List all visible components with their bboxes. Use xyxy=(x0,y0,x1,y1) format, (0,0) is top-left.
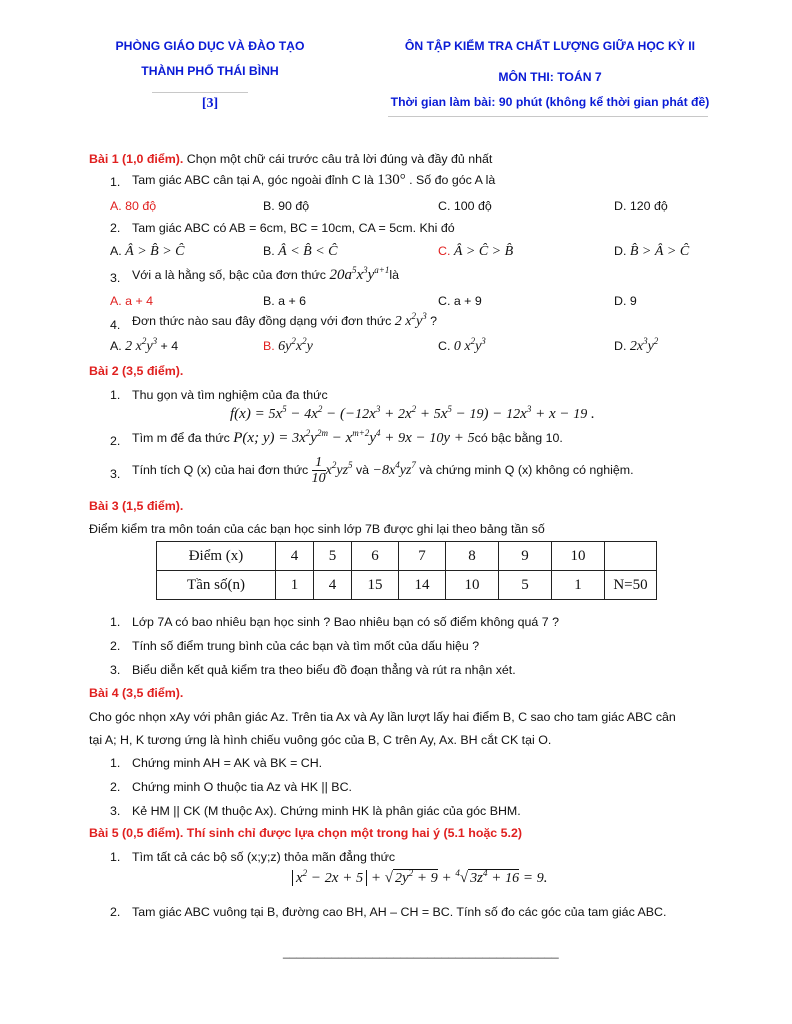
bai3-q3-number: 3. xyxy=(110,663,121,677)
table-row xyxy=(157,542,657,571)
bai4-title: Bài 4 (3,5 điểm). xyxy=(89,686,184,700)
bai1-q4-option-a: A. 2 $x^2y^3 + 4$ xyxy=(110,336,179,354)
table-cell: 10 xyxy=(446,571,499,600)
bai1-q2-a-label: A. xyxy=(110,244,126,258)
department-name: PHÒNG GIÁO DỤC VÀ ĐÀO TẠO xyxy=(115,39,305,53)
bai2-q2-number: 2. xyxy=(110,434,121,448)
bai2-q2-polynomial: P(x; $y) = 3x^2y^{2m} - x^{m+2}y^4 + 9x - 10y + 5$ xyxy=(233,428,475,446)
bai1-q4-c-label: C. xyxy=(438,339,454,353)
bai1-q3-option-a: A. a + 4 xyxy=(110,294,154,308)
table-cell: 7 xyxy=(399,542,446,571)
bai1-q3-text xyxy=(132,267,399,284)
bai1-q3-option-c: C. a + 9 xyxy=(438,294,482,308)
bai4-q3-text: Kẻ HM || CK (M thuộc Ax). Chứng minh HK là phân giác của góc BHM. xyxy=(132,804,521,818)
exam-code: [3] xyxy=(201,96,219,111)
bai1-q1-angle: 130° xyxy=(377,172,406,188)
bai3-intro: Điểm kiểm tra môn toán của các bạn học sinh lớp 7B được ghi lại theo bảng tần số xyxy=(89,522,545,536)
bai5-q2-number: 2. xyxy=(110,905,121,919)
table-cell: 15 xyxy=(352,571,399,600)
table-cell: 10 xyxy=(552,542,605,571)
city-name: THÀNH PHỐ THÁI BÌNH xyxy=(141,64,279,78)
frequency-table xyxy=(156,541,657,600)
bai4-intro-line1: Cho góc nhọn xAy với phân giác Az. Trên tia Ax và Ay lần lượt lấy hai điểm B, C sao cho tam giác ABC cân xyxy=(89,710,676,724)
table-cell: 4 xyxy=(314,571,352,600)
table-cell: N=50 xyxy=(605,571,657,600)
bai1-q2-a-expr: Â > B̂ > Ĉ xyxy=(125,244,185,259)
bai4-q3-number: 3. xyxy=(110,804,121,818)
bai2-q3-text-b: và chứng minh Q (x) không có nghiệm. xyxy=(415,463,634,478)
bai1-q4-a-tail: + 4 xyxy=(157,339,179,353)
table-cell: 4 xyxy=(276,542,314,571)
bai2-q3-monomial-1: $\frac{1}{10}$ $x^2yz^5$ xyxy=(311,455,353,487)
bai1-q2-b-label: B. xyxy=(263,244,279,258)
bai1-q1-option-a: A. 80 độ xyxy=(110,199,157,213)
bai1-instruction: Chọn một chữ cái trước câu trả lời đúng và đầy đủ nhất xyxy=(183,152,493,166)
bai1-q2-c-label: C. xyxy=(438,244,454,258)
bai3-q3-text: Biểu diễn kết quả kiểm tra theo biểu đồ đoạn thẳng và rút ra nhận xét. xyxy=(132,663,516,677)
bai1-q4-number: 4. xyxy=(110,318,121,332)
bai1-q3-option-b: B. a + 6 xyxy=(263,294,307,308)
header-right-rule xyxy=(388,116,708,117)
bai2-q3-text-and: và xyxy=(352,463,373,478)
bai2-title: Bài 2 (3,5 điểm). xyxy=(89,364,184,378)
bai1-q4-d-label: D. xyxy=(614,339,630,353)
bai5-q2-text: Tam giác ABC vuông tại B, đường cao BH, AH – CH = BC. Tính số đo các góc của tam giác ABC. xyxy=(132,905,667,919)
bai1-q2-option-a xyxy=(110,244,185,260)
bai2-q2-text-a: Tìm m để đa thức xyxy=(132,431,234,445)
table-header-cell: Tần số(n) xyxy=(157,571,276,600)
table-cell: 6 xyxy=(352,542,399,571)
bai1-q2-d-expr: B̂ > Â > Ĉ xyxy=(629,244,690,259)
bai1-q3-monomial-coef: 20a xyxy=(329,267,352,283)
bai1-q2-option-d xyxy=(614,244,689,260)
bai1-heading xyxy=(89,152,492,166)
bai3-q1-text: Lớp 7A có bao nhiêu bạn học sinh ? Bao nhiêu bạn có số điểm không quá 7 ? xyxy=(132,615,559,629)
bai1-q2-text: Tam giác ABC có AB = 6cm, BC = 10cm, CA = 5cm. Khi đó xyxy=(132,221,455,235)
bai1-q1-text xyxy=(132,172,495,189)
bai1-q2-number: 2. xyxy=(110,221,121,235)
bai1-q2-option-b xyxy=(263,244,338,260)
bai1-q2-c-expr: Â > Ĉ > B̂ xyxy=(453,244,514,259)
bai2-q3-monomial-2: $-8x^4yz^7$ xyxy=(372,460,416,479)
bai1-q4-text-b: ? xyxy=(426,314,438,328)
bai3-q2-text: Tính số điểm trung bình của các bạn và tìm mốt của dấu hiệu ? xyxy=(132,639,480,653)
bai1-q1-option-c: C. 100 độ xyxy=(438,199,492,213)
table-cell: 8 xyxy=(446,542,499,571)
bai1-q4-monomial: 2 $x^2y^3$ xyxy=(394,311,427,329)
bai3-title: Bài 3 (1,5 điểm). xyxy=(89,499,184,513)
bai5-q1-text: Tìm tất cả các bộ số (x;y;z) thỏa mãn đẳng thức xyxy=(132,850,396,864)
bai2-q1-polynomial: $f(x) = 5x^5 - 4x^2 - (-12x^3 + 2x^2 + 5x^5 - 19) - 12x^3 + x - 19$ . xyxy=(230,404,595,422)
table-cell: 14 xyxy=(399,571,446,600)
bai1-q2-option-c xyxy=(438,244,513,260)
bai1-q4-option-c: C. 0 $x^2y^3$ xyxy=(438,336,486,354)
table-cell: 1 xyxy=(552,571,605,600)
bai4-q2-number: 2. xyxy=(110,780,121,794)
bai1-q1-number: 1. xyxy=(110,175,121,189)
bai2-q1-number: 1. xyxy=(110,388,121,402)
bai1-q2-b-expr: Â < B̂ < Ĉ xyxy=(278,244,338,259)
bai1-q1-option-b: B. 90 độ xyxy=(263,199,310,213)
bai1-q3-text-b: là xyxy=(389,268,400,282)
header-left-rule xyxy=(152,92,248,93)
bai2-q3-text-a: Tính tích Q (x) của hai đơn thức xyxy=(132,463,312,478)
bai1-q3-text-a: Với a là hằng số, bậc của đơn thức xyxy=(132,268,330,282)
bai1-title: Bài 1 (1,0 điểm). xyxy=(89,152,184,166)
bai4-q2-text: Chứng minh O thuộc tia Az và HK || BC. xyxy=(132,780,352,794)
footer-divider: ________________________________________ xyxy=(283,945,559,959)
exam-time: Thời gian làm bài: 90 phút (không kể thời gian phát đề) xyxy=(390,95,710,109)
bai2-q2-text xyxy=(132,430,563,447)
bai1-q4-text xyxy=(132,311,438,330)
bai1-q4-a-label: A. xyxy=(110,339,126,353)
bai1-q4-option-d: D. $2x^3y^2$ xyxy=(614,336,659,354)
bai2-q1-text: Thu gọn và tìm nghiệm của đa thức xyxy=(132,388,328,402)
bai3-q2-number: 2. xyxy=(110,639,121,653)
bai1-q4-text-a: Đơn thức nào sau đây đồng dạng với đơn thức xyxy=(132,314,395,328)
exam-title: ÔN TẬP KIỂM TRA CHẤT LƯỢNG GIỮA HỌC KỲ II xyxy=(404,39,696,53)
table-cell xyxy=(605,542,657,571)
table-cell: 5 xyxy=(499,571,552,600)
bai4-intro-line2: tại A; H, K tương ứng là hình chiếu vuông góc của B, C trên Ay, Ax. BH cắt CK tại O. xyxy=(89,733,552,747)
bai1-q3-monomial: $20a^5x^3y^{a+1}$ xyxy=(329,265,390,283)
bai2-q3-text xyxy=(132,455,634,487)
bai1-q4-option-b: B. $6y^2x^2y$ xyxy=(263,336,313,354)
bai1-q3-option-d: D. 9 xyxy=(614,294,637,308)
bai1-q4-b-label: B. xyxy=(263,339,279,353)
bai4-q1-number: 1. xyxy=(110,756,121,770)
bai1-q1-text-b: . Số đo góc A là xyxy=(405,173,496,187)
bai2-q3-number: 3. xyxy=(110,467,121,481)
table-row xyxy=(157,571,657,600)
bai5-title: Bài 5 (0,5 điểm). Thí sinh chỉ được lựa chọn một trong hai ý (5.1 hoặc 5.2) xyxy=(89,826,522,840)
exam-subject: MÔN THI: TOÁN 7 xyxy=(498,70,602,84)
table-header-cell: Điểm (x) xyxy=(157,542,276,571)
bai1-q2-d-label: D. xyxy=(614,244,630,258)
bai1-q3-number: 3. xyxy=(110,271,121,285)
bai4-q1-text: Chứng minh AH = AK và BK = CH. xyxy=(132,756,323,770)
bai1-q1-text-a: Tam giác ABC cân tại A, góc ngoài đỉnh C là xyxy=(132,173,378,187)
bai3-q1-number: 1. xyxy=(110,615,121,629)
bai2-q2-text-b: có bậc bằng 10. xyxy=(474,431,563,445)
bai5-q1-number: 1. xyxy=(110,850,121,864)
bai1-q1-option-d: D. 120 độ xyxy=(614,199,668,213)
table-cell: 9 xyxy=(499,542,552,571)
table-cell: 1 xyxy=(276,571,314,600)
bai5-q1-equation: $x^2 - 2x + 5$ + √ $2y^2 + 9 + ^4√$ $3z^4 + 16 = 9$. xyxy=(292,870,547,887)
table-cell: 5 xyxy=(314,542,352,571)
